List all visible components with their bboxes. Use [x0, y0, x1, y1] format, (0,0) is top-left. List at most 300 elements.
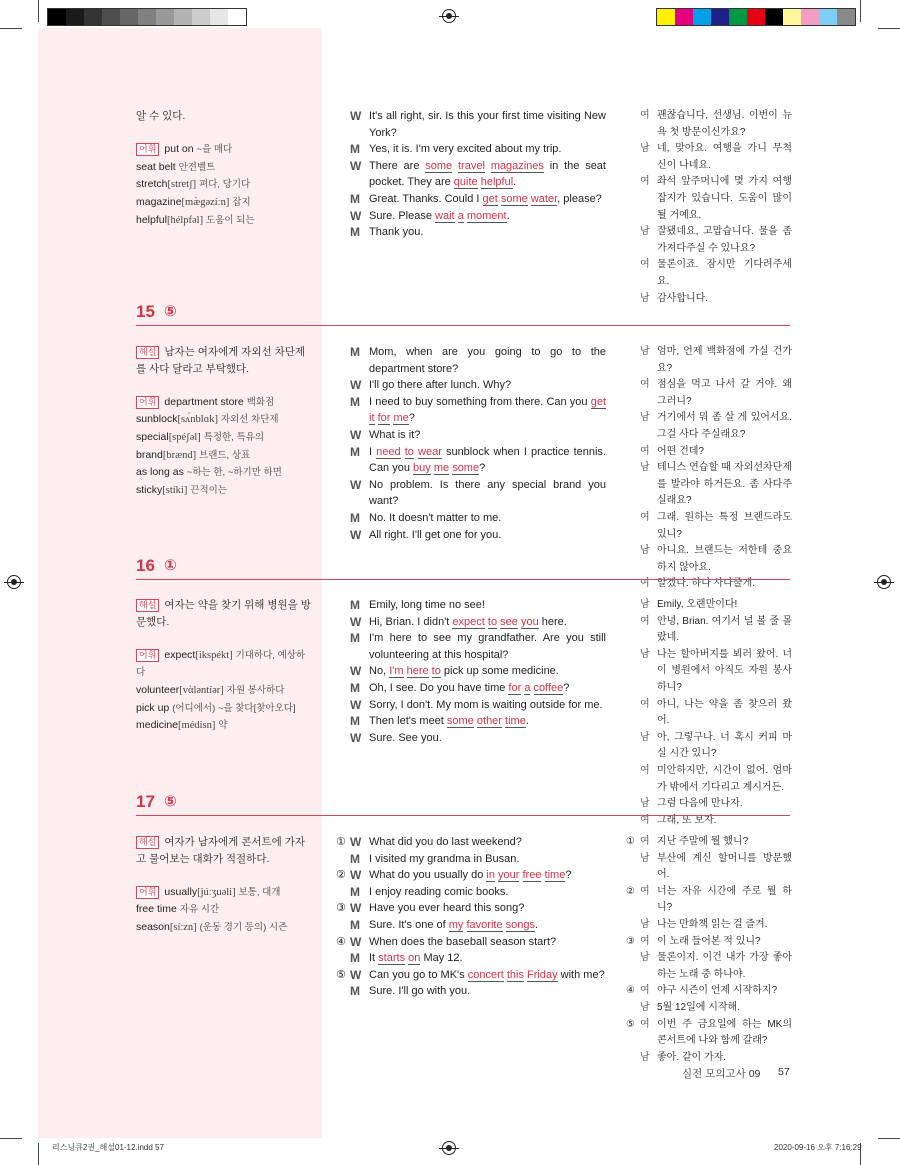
vocab-item	[136, 682, 311, 700]
option-number	[336, 510, 350, 527]
color-swatch	[729, 9, 747, 25]
speaker-label: M	[350, 444, 360, 459]
vocab-word: sunblock	[136, 413, 178, 426]
speaker-label: W	[350, 697, 362, 712]
option-number	[336, 108, 350, 141]
dialogue-text	[369, 917, 606, 934]
dialogue-text	[369, 713, 606, 730]
dialogue-line	[336, 614, 606, 631]
option-number	[626, 614, 640, 647]
vocab-word: as long as	[136, 466, 184, 479]
vocab-item	[136, 717, 311, 735]
translation-line	[626, 647, 792, 697]
translation-line	[626, 730, 792, 763]
translation-line	[626, 108, 792, 141]
vocab-meaning: 기대하다, 예상하다	[136, 649, 306, 679]
color-swatch	[138, 9, 156, 25]
vocab-meaning: 브랜드, 상표	[199, 449, 251, 461]
translation-text: 감사합니다.	[657, 292, 709, 304]
color-swatch	[66, 9, 84, 25]
option-number: ②	[336, 869, 346, 882]
vocab-word: helpful	[136, 213, 167, 226]
speaker-label: 여	[640, 836, 650, 847]
option-number	[626, 1000, 640, 1017]
speaker-label: 여	[640, 511, 650, 523]
translation-line	[626, 224, 792, 257]
dialogue-text	[369, 834, 606, 851]
speaker-label: 여	[640, 259, 650, 271]
option-number	[626, 108, 640, 141]
vocab-meaning: 자외선 차단제	[220, 414, 279, 426]
dialogue-segment: No. It doesn't matter to me.	[369, 511, 502, 524]
blank-answer-word: I'm	[389, 665, 404, 678]
translation-line	[626, 174, 792, 224]
dialogue-line	[336, 867, 606, 884]
process-color-bar	[656, 8, 856, 26]
blank-answer-word: Friday	[527, 968, 558, 981]
dialogue-text	[369, 983, 606, 1000]
translation-text: 알겠다. 하나 사다줄게.	[657, 578, 756, 590]
blank-answer-word: concert	[467, 968, 504, 981]
translation-text: 엄마, 언제 백화점에 가실 건가요?	[657, 346, 792, 374]
option-number: ①	[336, 836, 346, 848]
explanation-tag: 해설	[136, 836, 159, 849]
dialogue-text	[369, 224, 606, 241]
dialogue-line	[336, 834, 606, 851]
spacer	[136, 125, 311, 142]
vocab-item	[136, 159, 311, 177]
translation-column	[626, 834, 792, 1066]
dialogue-line	[336, 851, 606, 868]
translation-text: 안녕, Brian. 여기서 널 볼 줄 몰랐네.	[657, 615, 792, 644]
vocab-tag: 어휘	[136, 886, 159, 899]
speaker-label: W	[350, 835, 362, 849]
dialogue-segment: I visited my grandma in Busan.	[369, 852, 520, 865]
blank-answer-word: quite	[453, 176, 478, 189]
vocab-meaning: 보통, 대개	[238, 886, 281, 898]
translation-text: 점심을 먹고 나서 갈 거야. 왜 그러니?	[657, 379, 792, 407]
option-number	[626, 851, 640, 884]
dialogue-line	[336, 477, 606, 510]
dialogue-segment: .	[513, 176, 517, 189]
vocab-word: stretch	[136, 178, 168, 191]
translation-text: 좌석 앞주머니에 몇 가지 여행 잡지가 있습니다. 도움이 많이 될 거예요.	[657, 176, 792, 221]
speaker-label: 남	[640, 952, 650, 964]
vocab-item	[136, 464, 311, 482]
crop-mark	[0, 1138, 22, 1139]
dialogue-segment: I'll go there after lunch. Why?	[369, 379, 512, 392]
option-number	[336, 377, 350, 394]
speaker-label: M	[350, 851, 360, 866]
translation-line	[626, 851, 792, 884]
vocab-item	[136, 411, 311, 429]
print-timestamp: 2020-09-16 오후 7:16:29	[774, 1143, 862, 1152]
vocab-word: special	[136, 430, 169, 443]
explanation-tag: 해설	[136, 346, 159, 359]
dialogue-text	[369, 444, 606, 477]
translation-line	[626, 444, 792, 461]
option-number	[626, 344, 640, 377]
blank-answer-word: wear	[418, 445, 442, 458]
crop-mark	[38, 1143, 39, 1165]
blank-answer-word: to	[431, 665, 441, 678]
dialogue-segment: .	[535, 918, 539, 931]
speaker-label: 여	[640, 615, 650, 627]
dialogue-column	[336, 597, 606, 746]
translation-text: 그래, 또 보자.	[657, 814, 717, 826]
explanation-vocab-column	[136, 108, 311, 229]
translation-text: 야구 시즌이 언제 시작하지?	[657, 985, 778, 997]
dialogue-line	[336, 967, 606, 984]
dialogue-segment: with me?	[557, 968, 605, 981]
blank-answer-word: magazines	[490, 159, 544, 172]
translation-text: 네, 맞아요. 여행을 가니 무척 신이 나네요.	[657, 143, 792, 171]
speaker-label: 남	[640, 731, 650, 743]
dialogue-segment: I'm here to see my grandfather. Are you still volunteering at this hospital?	[369, 632, 606, 661]
vocab-meaning: 자유 시간	[179, 904, 220, 916]
option-number	[626, 377, 640, 410]
translation-line	[626, 614, 792, 647]
vocab-word: season	[136, 920, 170, 933]
dialogue-line	[336, 697, 606, 714]
blank-answer-word: you	[520, 615, 539, 628]
option-number	[336, 630, 350, 663]
option-number	[626, 141, 640, 174]
dialogue-line	[336, 900, 606, 917]
color-swatch	[174, 9, 192, 25]
speaker-label: 여	[640, 885, 650, 897]
translation-text: 너는 자유 시간에 주로 뭘 하니?	[657, 885, 792, 914]
vocab-tag: 어휘	[136, 649, 159, 662]
blank-answer-word: in	[486, 869, 495, 882]
explanation	[136, 597, 311, 630]
dialogue-segment: .	[506, 209, 510, 222]
dialogue-text	[369, 597, 606, 614]
dialogue-segment: , please?	[557, 192, 602, 205]
speaker-label: 남	[640, 143, 650, 155]
vocab-item	[136, 919, 311, 937]
translation-text: Emily, 오랜만이다!	[657, 599, 738, 610]
vocab-phonetic: [síːzn]	[169, 921, 197, 933]
dialogue-segment: Oh, I see. Do you have time	[369, 681, 509, 694]
dialogue-segment: sunblock when I practice tennis. Can you	[369, 445, 606, 475]
option-number	[626, 410, 640, 443]
dialogue-text	[369, 158, 606, 191]
blank-answer-word: get	[482, 192, 498, 205]
dialogue-column	[336, 108, 606, 241]
speaker-label: 여	[640, 379, 650, 391]
registration-mark-icon	[442, 1141, 456, 1155]
blank-answer-word: a	[524, 681, 531, 694]
vocab-word: sticky	[136, 483, 163, 496]
dialogue-segment: I need to buy something from there. Can you	[369, 395, 591, 408]
translation-text: 부산에 계신 할머니를 방문했어.	[657, 852, 792, 881]
dialogue-segment: Yes, it is. I'm very excited about my trip.	[369, 143, 562, 156]
option-number	[336, 851, 350, 868]
color-swatch	[675, 9, 693, 25]
option-number	[336, 680, 350, 697]
translation-line	[626, 257, 792, 290]
option-number	[336, 224, 350, 241]
registration-mark-icon	[877, 575, 891, 589]
dialogue-segment: I enjoy reading comic books.	[369, 885, 509, 898]
option-number: ③	[626, 935, 635, 947]
color-swatch	[747, 9, 765, 25]
speaker-label: 여	[640, 110, 650, 121]
blank-answer-word: some	[425, 159, 453, 172]
speaker-label: 남	[640, 292, 650, 304]
grayscale-color-bar	[47, 8, 247, 26]
option-number: ③	[336, 902, 346, 915]
blank-answer-word: a	[457, 209, 464, 222]
dialogue-segment: It	[369, 952, 379, 965]
blank-answer-word: need	[376, 445, 401, 458]
option-number	[626, 460, 640, 510]
explanation-text: 여자는 약을 찾기 위해 병원을 방문했다.	[136, 599, 311, 628]
blank-answer-word: wait	[435, 209, 455, 222]
speaker-label: W	[350, 664, 362, 679]
blank-answer-word: some	[452, 462, 480, 475]
dialogue-segment: in the seat pocket. They are	[369, 159, 606, 189]
footer-section-title: 실전 모의고사 09	[682, 1068, 761, 1080]
answer-choice: ①	[164, 557, 177, 574]
blank-answer-word: to	[404, 445, 414, 458]
speaker-label: W	[350, 614, 362, 629]
vocab-meaning: (어디에서) ~을 찾다[찾아오다]	[172, 702, 296, 714]
vocab-meaning: ~을 매다	[196, 144, 233, 156]
option-number	[336, 191, 350, 208]
speaker-label: M	[350, 951, 360, 966]
option-number	[336, 730, 350, 747]
translation-line	[626, 344, 792, 377]
dialogue-text	[369, 141, 606, 158]
translation-line	[626, 460, 792, 510]
vocab-meaning: 펴다, 당기다	[199, 179, 251, 191]
dialogue-segment: ?	[565, 869, 572, 882]
dialogue-segment: Can you go to MK's	[369, 968, 468, 981]
color-swatch	[711, 9, 729, 25]
translation-line	[626, 983, 792, 1000]
page-number: 57	[778, 1066, 790, 1078]
dialogue-segment: Then let's meet	[369, 715, 447, 728]
option-number	[626, 224, 640, 257]
dialogue-line	[336, 108, 606, 141]
translation-line	[626, 510, 792, 543]
blank-answer-word: for	[377, 412, 391, 425]
vocab-meaning: 백화점	[246, 396, 275, 408]
speaker-label: W	[350, 158, 362, 173]
option-number	[626, 444, 640, 461]
speaker-label: 남	[640, 918, 650, 930]
dialogue-line	[336, 377, 606, 394]
vocab-meaning: 특정한, 특유의	[203, 431, 265, 443]
dialogue-line	[336, 917, 606, 934]
vocab-meaning: (운동 경기 등의) 시즌	[199, 921, 288, 933]
dialogue-segment: Sure. It's one of	[369, 918, 449, 931]
speaker-label: W	[350, 730, 362, 745]
speaker-label: 여	[640, 764, 650, 776]
vocab-item	[136, 647, 311, 682]
blank-answer-word: to	[487, 615, 498, 628]
dialogue-line	[336, 510, 606, 527]
speaker-label: 남	[640, 648, 650, 660]
translation-text: 아니요. 브랜드는 저한테 중요하지 않아요.	[657, 545, 792, 573]
section-header	[136, 792, 790, 816]
translation-text: 잘됐네요, 고맙습니다. 물을 좀 가져다주실 수 있나요?	[657, 226, 792, 254]
dialogue-line	[336, 527, 606, 544]
blank-answer-word: helpful	[480, 176, 514, 189]
blank-answer-word: songs	[505, 918, 535, 931]
vocab-phonetic: [stretʃ]	[167, 179, 197, 191]
translation-line	[626, 834, 792, 851]
dialogue-segment: Hi, Brian. I didn't	[369, 615, 453, 628]
speaker-label: W	[350, 868, 362, 883]
vocab-word: free time	[136, 903, 177, 916]
translation-text: 그럼 다음에 만나자.	[657, 798, 743, 810]
translation-line	[626, 950, 792, 983]
speaker-label: W	[350, 934, 362, 949]
blank-answer-word: other	[476, 715, 502, 728]
dialogue-segment: pick up some medicine.	[440, 665, 559, 678]
speaker-label: 남	[640, 545, 650, 557]
vocab-word: pick up	[136, 701, 170, 714]
vocab-item	[136, 884, 311, 902]
dialogue-text	[369, 851, 606, 868]
option-number	[626, 950, 640, 983]
dialogue-text	[369, 867, 606, 884]
option-number	[336, 884, 350, 901]
option-number	[626, 1050, 640, 1067]
vocab-meaning: ~하는 한, ~하기만 하면	[186, 467, 282, 479]
option-number	[336, 444, 350, 477]
translation-text: 이 노래 들어본 적 있니?	[657, 935, 761, 947]
option-number	[626, 510, 640, 543]
vocab-tag: 어휘	[136, 396, 159, 409]
explanation-vocab-column	[136, 597, 311, 735]
dialogue-line	[336, 730, 606, 747]
dialogue-segment: Sure. See you.	[369, 731, 442, 744]
option-number	[336, 713, 350, 730]
option-number	[336, 950, 350, 967]
dialogue-segment: No,	[369, 665, 390, 678]
translation-text: 테니스 연습할 때 자외선차단제를 발라야 하거든요. 좀 사다주실래요?	[657, 462, 792, 507]
translation-text: 이번 주 금요일에 하는 MK의 콘서트에 나와 함께 갈래?	[657, 1018, 792, 1047]
explanation-text: 알 수 있다.	[136, 110, 186, 122]
blank-answer-word: on	[408, 952, 421, 965]
speaker-label: M	[350, 917, 360, 932]
color-swatch	[765, 9, 783, 25]
speaker-label: M	[350, 142, 360, 157]
speaker-label: 남	[640, 346, 650, 357]
color-swatch	[819, 9, 837, 25]
speaker-label: 여	[640, 985, 650, 997]
dialogue-text	[369, 191, 606, 208]
dialogue-text	[369, 884, 606, 901]
color-swatch	[657, 9, 675, 25]
speaker-label: M	[350, 598, 360, 612]
dialogue-segment: What is it?	[369, 428, 421, 441]
dialogue-text	[369, 697, 606, 714]
dialogue-text	[369, 108, 606, 141]
vocab-word: brand	[136, 448, 163, 461]
speaker-label: M	[350, 714, 360, 729]
dialogue-line	[336, 344, 606, 377]
blank-answer-word: see	[500, 615, 518, 628]
dialogue-segment: Thank you.	[369, 226, 424, 239]
crop-mark	[878, 1138, 900, 1139]
vocab-tag: 어휘	[136, 143, 159, 156]
explanation-text: 남자는 여자에게 자외선 차단제를 사다 달라고 부탁했다.	[136, 346, 306, 375]
speaker-label: M	[350, 631, 360, 646]
blank-answer-word: me	[393, 412, 409, 425]
translation-line	[626, 884, 792, 917]
dialogue-text	[369, 614, 606, 631]
dialogue-segment: What did you do last weekend?	[369, 836, 522, 848]
blank-answer-word: some	[446, 715, 474, 728]
speaker-label: 여	[640, 698, 650, 710]
blank-answer-word: travel	[457, 159, 485, 172]
dialogue-text	[369, 377, 606, 394]
translation-text: 아니, 나는 약을 좀 찾으러 왔어.	[657, 698, 792, 727]
dialogue-segment: Sure. I'll go with you.	[369, 985, 471, 998]
option-number	[336, 527, 350, 544]
dialogue-line	[336, 444, 606, 477]
dialogue-line	[336, 663, 606, 680]
option-number	[336, 597, 350, 614]
speaker-label: 남	[640, 226, 650, 238]
translation-line	[626, 917, 792, 934]
dialogue-segment: All right. I'll get one for you.	[369, 528, 502, 541]
translation-text: 물론이지. 이건 내가 가장 좋아하는 노래 중 하나야.	[657, 952, 792, 980]
translation-text: 5월 12일에 시작해.	[657, 1001, 740, 1013]
translation-text: 물론이죠. 잠시만 기다려주세요.	[657, 259, 792, 287]
color-swatch	[801, 9, 819, 25]
dialogue-segment: here.	[538, 615, 567, 628]
translation-line	[626, 1000, 792, 1017]
speaker-label: M	[350, 884, 360, 899]
color-swatch	[48, 9, 66, 25]
blank-answer-word: it	[369, 412, 375, 425]
vocab-phonetic: [spéʃəl]	[168, 431, 201, 443]
vocab-word: magazine	[136, 195, 182, 208]
option-number	[626, 174, 640, 224]
option-number: ④	[626, 985, 635, 997]
speaker-label: 남	[640, 798, 650, 810]
dialogue-segment: Great. Thanks. Could I	[369, 192, 483, 205]
dialogue-text	[369, 394, 606, 427]
translation-text: 괜찮습니다, 선생님. 이번이 뉴욕 첫 방문이신가요?	[657, 110, 792, 138]
blank-answer-word: time	[544, 869, 566, 882]
vocab-item	[136, 429, 311, 447]
blank-answer-word: get	[590, 395, 606, 408]
option-number	[626, 917, 640, 934]
translation-text: 나는 할아버지를 뵈러 왔어. 너 이 병원에서 아직도 자원 봉사하니?	[657, 648, 792, 693]
speaker-label: 남	[640, 462, 650, 474]
dialogue-text	[369, 477, 606, 510]
translation-text: 그래. 원하는 특정 브랜드라도 있니?	[657, 511, 792, 540]
dialogue-line	[336, 158, 606, 191]
color-swatch	[228, 9, 246, 25]
translation-text: 아, 그렇구나. 너 혹시 커피 마실 시간 있니?	[657, 731, 792, 760]
dialogue-segment: It's all right, sir. Is this your first time visiting New York?	[369, 110, 606, 139]
translation-line	[626, 141, 792, 174]
explanation-text: 여자가 남자에게 콘서트에 가자고 물어보는 대화가 적절하다.	[136, 836, 306, 865]
vocab-item	[136, 176, 311, 194]
color-swatch	[192, 9, 210, 25]
vocab-meaning: 자원 봉사하다	[226, 684, 285, 696]
vocab-meaning: 안전벨트	[178, 161, 216, 173]
dialogue-text	[369, 630, 606, 663]
